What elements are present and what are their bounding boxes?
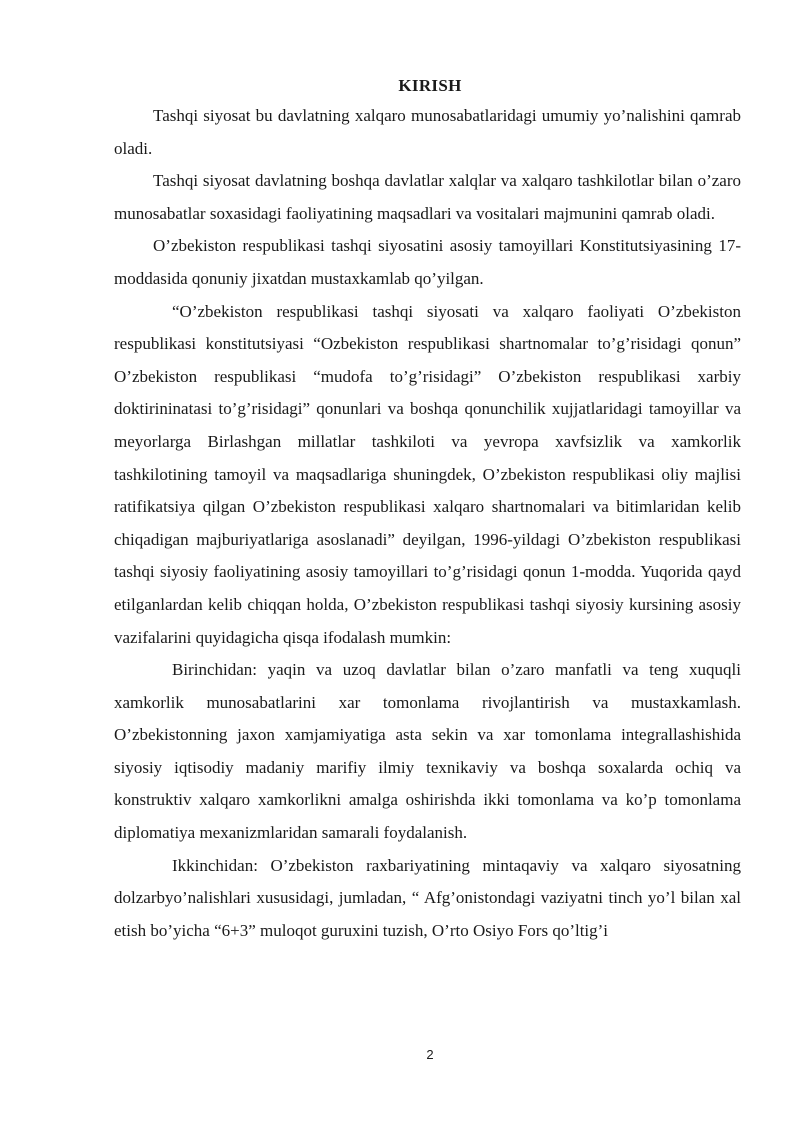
paragraph-1: Tashqi siyosat bu davlatning xalqaro munosabatlaridagi umumiy yo’nalishini qamrab oladi. — [114, 106, 741, 158]
paragraph-3: O’zbekiston respublikasi tashqi siyosatini asosiy tamoyillari Konstitutsiyasining 17- moddasida qonuniy jixatdan mustaxkamlab qo’yilgan. — [114, 236, 741, 288]
page-title: KIRISH — [398, 76, 462, 95]
page-number: 2 — [426, 1047, 434, 1062]
paragraph-5: Birinchidan: yaqin va uzoq davlatlar bilan o’zaro manfatli va teng xuquqli xamkorlik munosabatlarini xar tomonlama rivojlantirish va mustaxkamlash. O’zbekistonning jaxon xamjamiyatiga asta sekin va xar tomonlama integrallashishida siyosiy iqtisodiy madaniy marifiy ilmiy texnikaviy va boshqa soxalarda ochiq va konstruktiv xalqaro xamkorlikni amalga oshirishda ikki tomonlama va ko’p tomonlama diplomatiya mexanizmlaridan samarali foydalanish. — [114, 660, 741, 843]
paragraph-4: “O’zbekiston respublikasi tashqi siyosati va xalqaro faoliyati O’zbekiston respublikasi konstitutsiyasi “Ozbekiston respublikasi shartnomalar to’g’risidagi qonun” O’zbekiston respublikasi “mudofa to’g’risidagi” O’zbekiston respublikasi xarbiy doktirininatasi to’g’risidagi” qonunlari va boshqa qonunchilik xujjatlaridagi tamoyillar va meyorlarga Birlashgan millatlar tashkiloti va yevropa xavfsizlik va xamkorlik tashkilotining tamoyil va maqsadlariga shuningdek, O’zbekiston respublikasi oliy majlisi ratifikatsiya qilgan O’zbekiston respublikasi xalqaro shartnomalari va bitimlaridan kelib chiqadigan majburiyatlariga asoslanadi” deyilgan, 1996-yildagi O’zbekiston respublikasi tashqi siyosiy faoliyatining asosiy tamoyillari to’g’risidagi qonun 1-modda. Yuqorida qayd etilganlardan kelib chiqqan holda, O’zbekiston respublikasi tashqi siyosiy kursining asosiy vazifalarini quyidagicha qisqa ifodalash mumkin: — [114, 301, 741, 647]
paragraph-2: Tashqi siyosat davlatning boshqa davlatlar xalqlar va xalqaro tashkilotlar bilan o’zaro munosabatlar soxasidagi faoliyatining maqsadlari va vositalari majmunini qamrab oladi. — [114, 171, 741, 223]
document-body — [114, 100, 741, 947]
paragraph-6: Ikkinchidan: O’zbekiston raxbariyatining mintaqaviy va xalqaro siyosatning dolzarbyo’nalishlari xususidagi, jumladan, “ Afg’onistondagi vaziyatni tinch yo’l bilan xal etish bo’yicha “6+3” muloqot guruxini tuzish, O’rto Osiyo Fors qo’ltig’i — [114, 855, 741, 940]
